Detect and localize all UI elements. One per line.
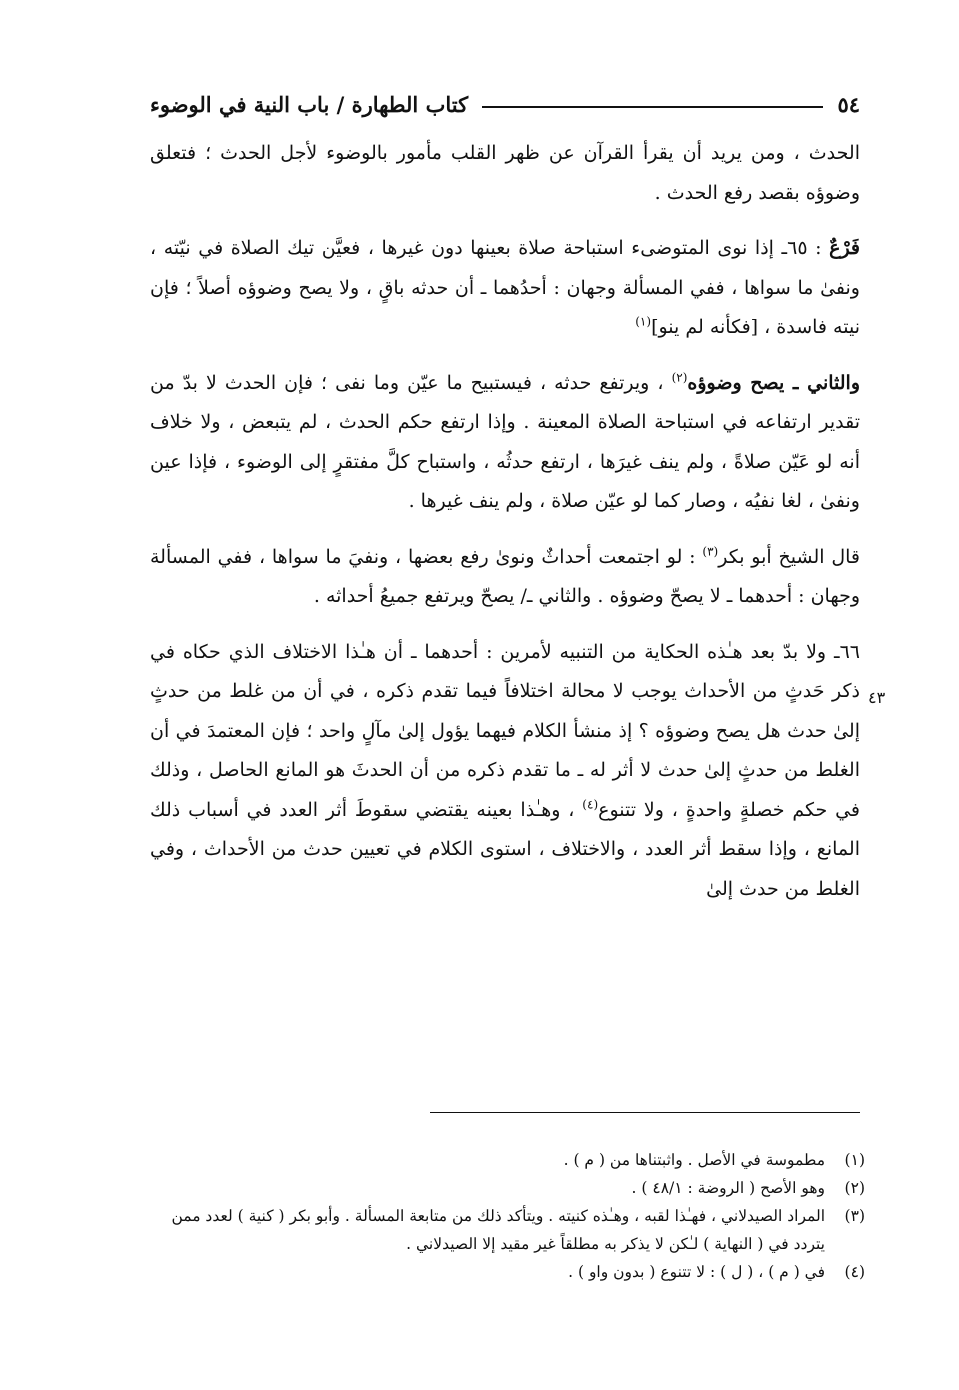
- text-line: غيرها .: [408, 490, 463, 512]
- text-line: بعينه يقتضي سقوطَ أثر العدد في أسباب ذلك المانع ، وإذا سقط أثر العدد ،: [150, 798, 860, 860]
- text-line: ٦٦ـ ولا بدّ بعد هـٰذه الحكاية من التنبيه لأمرين : أحدهما ـ أن هـٰذا الاختلاف الذي: [228, 640, 860, 663]
- page-number: ٥٤: [837, 91, 860, 117]
- text-line: فتعلق وضوؤه بقصد رفع الحدث .: [150, 142, 860, 204]
- footnote-separator: [430, 1112, 860, 1113]
- footnote-ref[interactable]: (١): [635, 314, 652, 329]
- text-line: ، وهـٰذا: [520, 798, 583, 821]
- footnote-item: [150, 1146, 865, 1174]
- text-line: : ٦٥ـ إذا نوى المتوضىء استباحة صلاة بعينها دون غيرها ، فعيَّن تيك الصلاة: [230, 237, 830, 259]
- paragraph-2: [150, 229, 860, 348]
- text-line: ففي المسألة وجهان : أحدهما ـ لا يصحّ وضوؤه . والثاني ـ/ يصحّ ويرتفع جميعُ: [150, 545, 860, 607]
- footnote-item: [150, 1202, 865, 1258]
- footnote-number: (١): [844, 1151, 865, 1169]
- text-line: الحدث ، ومن يريد أن يقرأ القرآن عن ظهر القلب مأمور بالوضوء لأجل الحدث ؛: [205, 142, 860, 164]
- text-line: ، ويرتفع حدثه ، فيستبيح ما عيّن وما نفى ؛ فإن الحدث: [224, 371, 672, 394]
- text-line: قال الشيخ أبو بكر: [718, 545, 861, 568]
- footnote-ref[interactable]: (٣): [702, 544, 719, 559]
- text-line: غلط من حدثٍ إلىٰ حدث هل يصح وضوؤه ؟ إذ منشأ الكلام فيهما يؤول إلىٰ مآلٍ: [150, 680, 860, 742]
- main-text: [150, 134, 860, 909]
- text-line: أحداثه .: [313, 585, 374, 607]
- paragraph-1: [150, 134, 860, 213]
- footnote-item: [150, 1258, 865, 1286]
- footnote-text: في ( م ) ، ( ل ) : لا تتنوع ( بدون واو ) .: [568, 1263, 825, 1281]
- text-line: الحدثَ هو المانع الحاصل ، وذلك في حكم خصلةٍ واحدةٍ ، ولا تتنوع: [150, 759, 860, 821]
- footnotes: [150, 1146, 865, 1286]
- footnote-text: مطموسة في الأصل . واثبتناها من ( م ) .: [563, 1151, 825, 1169]
- footnote-ref[interactable]: (٤): [582, 797, 599, 812]
- section-lead: فَرْعٌ: [829, 237, 861, 259]
- text-line: واحد ؛ فإن المعتمدَ في أن الغلط من حدثٍ إلىٰ حدث لا أثر له ـ ما تقدم ذكره من أن: [150, 719, 860, 781]
- header-rule: [482, 106, 823, 108]
- text-line: مفتقرٍ إلى الوضوء ، فإذا عين ونفىٰ ، لغا نفيُه ، وصار كما لو عيّن صلاة ، ولم ينف: [150, 450, 860, 512]
- text-line: والثاني ـ يصح وضوؤه: [687, 371, 860, 394]
- footnote-number: (٤): [844, 1263, 865, 1281]
- paragraph-5: [150, 633, 860, 910]
- page-header: [150, 84, 860, 124]
- text-line: : لو اجتمعت أحداثٌ ونوىٰ رفع بعضها ، ونفيَ ما سواها ،: [258, 545, 703, 568]
- footnote-item: [150, 1174, 865, 1202]
- footnote-text: وهو الأصح ( الروضة : ٤٨/١ ) .: [631, 1179, 825, 1197]
- paragraph-4: [150, 538, 860, 617]
- text-line: لا بدّ من تقدير ارتفاعه في استباحة الصلاة المعينة . وإذا ارتفع حكم الحدث ، لم: [150, 371, 860, 433]
- footnote-number: (٢): [844, 1179, 865, 1197]
- text-line: في نيّته ، ونفىٰ ما سواها ، ففي المسألة وجهان : أحدُهما ـ أن حدثه باقٍ ، ولا يصح: [150, 237, 860, 299]
- text-line: حكاه في ذكر حَدثٍ من الأحداث يوجب لا محالة اختلافاً فيما تقدم ذكره ، في أن من: [150, 640, 860, 702]
- footnote-ref[interactable]: (٢): [671, 370, 688, 385]
- text-line: يتبعض ، ولا خلاف أنه لو عَيّن صلاةً ، ولم ينف غيرَها ، ارتفع حدثُه ، واستباح كلَّ: [150, 411, 860, 473]
- running-title: كتاب الطهارة / باب النية في الوضوء: [150, 91, 469, 117]
- text-line: وضوؤه أصلاً ؛ فإن نيته فاسدة ، [فكأنه لم ينو]: [150, 276, 860, 338]
- footnote-number: (٣): [844, 1207, 865, 1225]
- paragraph-3: [150, 364, 860, 522]
- footnote-text: المراد الصيدلاني ، فهـٰذا لقبه ، وهـٰذه كنيته . ويتأكد ذلك من متابعة المسألة . وأبو بكر ( كنية ) لعدد ممن يتردد في ( النهاية ) لـٰكن لا يذكر به مطلقاً غير مقيد إلا الصيدلاني .: [171, 1207, 825, 1253]
- manuscript-folio-marker: ٤٣: [868, 688, 886, 707]
- text-line: والاختلاف ، استوى الكلام في تعيين حدث من الأحداث ، وفي الغلط من حدث إلىٰ: [150, 838, 860, 900]
